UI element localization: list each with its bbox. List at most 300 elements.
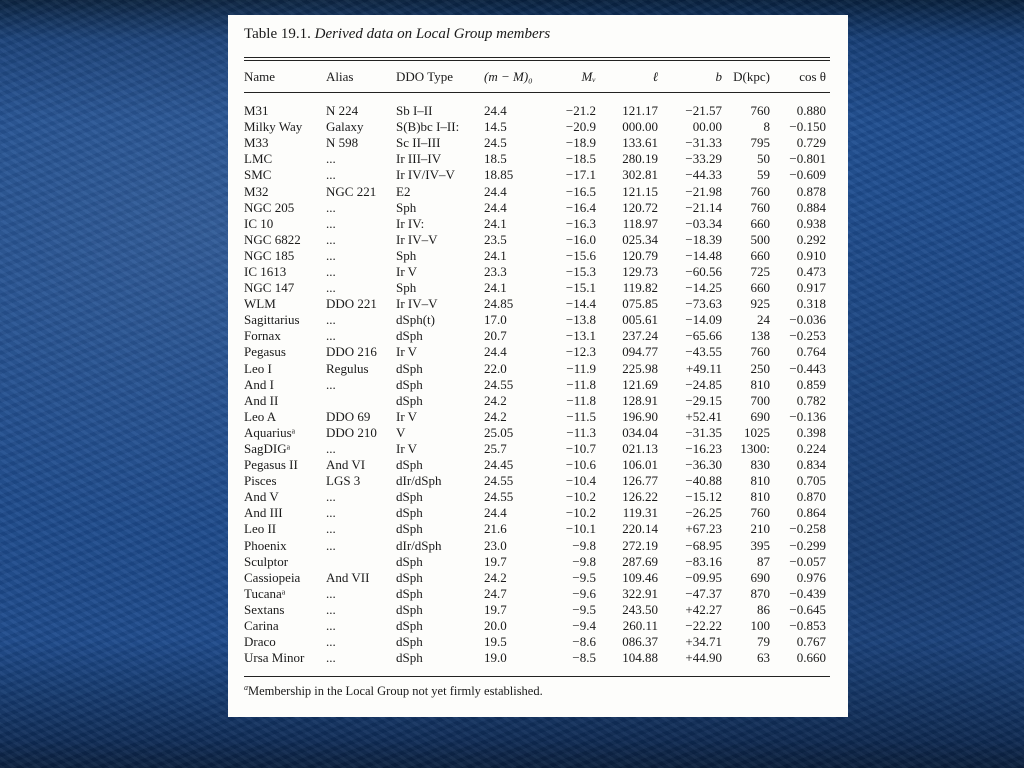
cell-name: Sagittarius — [244, 312, 300, 328]
cell-abs-mag: −17.1 — [565, 167, 596, 183]
cell-name: Sculptor — [244, 553, 289, 569]
cell-ddo-type: dSph — [396, 376, 423, 392]
cell-distance-modulus: 24.4 — [484, 505, 507, 521]
cell-alias: DDO 69 — [326, 408, 371, 424]
cell-abs-mag: −10.4 — [565, 473, 596, 489]
cell-gal-latitude: −22.22 — [685, 618, 722, 634]
table-row — [244, 521, 830, 537]
cell-distance-modulus: 24.4 — [484, 199, 507, 215]
col-header-ddo-type: DDO Type — [396, 69, 453, 84]
table-row — [244, 441, 830, 457]
table-row — [244, 457, 830, 473]
cell-gal-longitude: 126.77 — [622, 473, 658, 489]
cell-gal-latitude: −18.39 — [685, 231, 722, 247]
cell-abs-mag: −10.1 — [565, 521, 596, 537]
table-row — [244, 216, 830, 232]
col-header-name: Name — [244, 69, 276, 84]
cell-alias: LGS 3 — [326, 473, 361, 489]
cell-distance-modulus: 24.4 — [484, 103, 507, 119]
table-row — [244, 296, 830, 312]
table-row — [244, 473, 830, 489]
cell-distance: 50 — [757, 151, 770, 167]
cell-alias: ... — [326, 441, 336, 457]
cell-gal-longitude: 237.24 — [622, 328, 658, 344]
cell-name: Tucanaᵃ — [244, 585, 286, 601]
cell-gal-longitude: 133.61 — [622, 135, 658, 151]
cell-cos-theta: 0.834 — [796, 457, 826, 473]
cell-distance: 8 — [763, 119, 770, 135]
cell-name: NGC 185 — [244, 247, 295, 263]
cell-alias — [326, 393, 396, 409]
cell-alias: ... — [326, 585, 336, 601]
col-header-gal-latitude: b — [715, 69, 722, 84]
cell-abs-mag: −18.9 — [565, 135, 596, 151]
cell-ddo-type: S(B)bc I–II: — [396, 119, 460, 135]
cell-abs-mag: −16.5 — [565, 183, 596, 199]
cell-distance: 700 — [750, 392, 770, 408]
cell-ddo-type: E2 — [396, 183, 411, 199]
cell-distance: 1300: — [740, 441, 770, 457]
cell-distance: 660 — [750, 280, 770, 296]
cell-abs-mag: −12.3 — [565, 344, 596, 360]
cell-alias: ... — [326, 199, 336, 215]
cell-gal-latitude: −09.95 — [685, 569, 722, 585]
cell-alias: ... — [326, 521, 336, 537]
cell-ddo-type: Ir V — [396, 441, 418, 457]
cell-name: Leo A — [244, 408, 277, 424]
footnote — [244, 676, 830, 699]
cell-ddo-type: dSph(t) — [396, 312, 435, 328]
cell-alias: DDO 221 — [326, 296, 377, 312]
cell-cos-theta: −0.801 — [789, 151, 826, 167]
table-row — [244, 393, 830, 409]
cell-alias: ... — [326, 618, 336, 634]
cell-abs-mag: −13.1 — [565, 328, 596, 344]
cell-name: Milky Way — [244, 119, 303, 135]
cell-distance: 87 — [757, 553, 770, 569]
cell-gal-latitude: +49.11 — [685, 360, 722, 376]
cell-ddo-type: Ir V — [396, 263, 418, 279]
cell-name: Leo II — [244, 521, 277, 537]
cell-distance: 830 — [750, 457, 770, 473]
cell-cos-theta: 0.884 — [796, 199, 826, 215]
table-row — [244, 200, 830, 216]
cell-ddo-type: dSph — [396, 457, 423, 473]
cell-abs-mag: −11.8 — [566, 376, 596, 392]
cell-distance: 810 — [750, 489, 770, 505]
cell-distance: 500 — [750, 231, 770, 247]
cell-ddo-type: dSph — [396, 634, 423, 650]
cell-distance: 210 — [750, 521, 770, 537]
cell-alias: ... — [326, 312, 336, 328]
cell-gal-latitude: −33.29 — [685, 151, 722, 167]
cell-name: IC 1613 — [244, 263, 287, 279]
table-row — [244, 361, 830, 377]
cell-gal-longitude: 075.85 — [622, 296, 658, 312]
cell-cos-theta: −0.136 — [789, 408, 826, 424]
cell-distance-modulus: 21.6 — [484, 521, 507, 537]
table-row — [244, 602, 830, 618]
cell-abs-mag: −14.4 — [565, 296, 596, 312]
cell-gal-longitude: 272.19 — [622, 537, 658, 553]
col-header-cos-theta: cos θ — [799, 69, 826, 84]
table-row — [244, 264, 830, 280]
cell-ddo-type: dIr/dSph — [396, 537, 442, 553]
cell-gal-latitude: −43.55 — [685, 344, 722, 360]
cell-gal-latitude: −68.95 — [685, 537, 722, 553]
cell-name: LMC — [244, 151, 273, 167]
cell-distance-modulus: 19.0 — [484, 650, 507, 666]
cell-name: M32 — [244, 183, 269, 199]
cell-alias: N 598 — [326, 135, 359, 151]
cell-gal-longitude: 280.19 — [622, 151, 658, 167]
table-row — [244, 489, 830, 505]
cell-abs-mag: −8.5 — [572, 650, 596, 666]
cell-ddo-type: dSph — [396, 553, 423, 569]
cell-distance: 760 — [750, 183, 770, 199]
header-row — [244, 61, 830, 92]
cell-alias: ... — [326, 650, 336, 666]
table-row — [244, 328, 830, 344]
col-header-gal-longitude: ℓ — [652, 69, 658, 84]
cell-gal-longitude: 121.69 — [622, 376, 658, 392]
cell-abs-mag: −15.6 — [565, 247, 596, 263]
cell-gal-longitude: 128.91 — [622, 392, 658, 408]
cell-distance: 1025 — [744, 424, 770, 440]
cell-ddo-type: Sc II–III — [396, 135, 441, 151]
cell-distance-modulus: 23.3 — [484, 263, 507, 279]
table-body — [244, 103, 830, 666]
cell-cos-theta: −0.258 — [789, 521, 826, 537]
cell-alias: ... — [326, 537, 336, 553]
cell-gal-latitude: −21.57 — [685, 103, 722, 119]
cell-gal-latitude: −21.14 — [685, 199, 722, 215]
cell-ddo-type: Sph — [396, 199, 417, 215]
cell-ddo-type: Sph — [396, 247, 417, 263]
cell-alias: ... — [326, 489, 336, 505]
cell-cos-theta: 0.880 — [796, 103, 826, 119]
cell-distance-modulus: 24.1 — [484, 215, 507, 231]
cell-ddo-type: dSph — [396, 489, 423, 505]
cell-abs-mag: −8.6 — [572, 634, 596, 650]
cell-name: NGC 147 — [244, 280, 295, 296]
cell-alias: And VI — [326, 457, 366, 473]
table-row — [244, 280, 830, 296]
cell-cos-theta: 0.976 — [796, 569, 826, 585]
table-row — [244, 634, 830, 650]
cell-distance-modulus: 23.5 — [484, 231, 507, 247]
cell-distance-modulus: 19.7 — [484, 553, 507, 569]
cell-name: Leo I — [244, 360, 272, 376]
cell-name: Fornax — [244, 328, 281, 344]
cell-alias: DDO 210 — [326, 424, 377, 440]
footnote-text: Membership in the Local Group not yet firmly established. — [248, 684, 543, 699]
cell-alias: Galaxy — [326, 119, 364, 135]
cell-distance: 660 — [750, 215, 770, 231]
cell-name: And I — [244, 376, 274, 392]
cell-gal-longitude: 121.15 — [622, 183, 658, 199]
cell-gal-longitude: 243.50 — [622, 601, 658, 617]
cell-cos-theta: 0.910 — [796, 247, 826, 263]
cell-name: IC 10 — [244, 215, 274, 231]
cell-ddo-type: Ir V — [396, 408, 418, 424]
cell-alias: ... — [326, 376, 336, 392]
cell-cos-theta: −0.645 — [789, 601, 826, 617]
cell-distance: 660 — [750, 247, 770, 263]
cell-cos-theta: 0.864 — [796, 505, 826, 521]
cell-alias: N 224 — [326, 103, 359, 119]
cell-gal-longitude: 322.91 — [622, 585, 658, 601]
cell-name: And III — [244, 505, 283, 521]
cell-gal-latitude: −14.25 — [685, 280, 722, 296]
cell-alias: And VII — [326, 569, 370, 585]
cell-distance-modulus: 24.2 — [484, 569, 507, 585]
cell-distance-modulus: 25.05 — [484, 424, 514, 440]
col-header-abs-mag: Mᵥ — [581, 69, 596, 84]
cell-gal-longitude: 287.69 — [622, 553, 658, 569]
cell-alias: ... — [326, 215, 336, 231]
cell-abs-mag: −20.9 — [565, 119, 596, 135]
cell-ddo-type: dIr/dSph — [396, 473, 442, 489]
cell-cos-theta: −0.853 — [789, 618, 826, 634]
cell-cos-theta: −0.439 — [789, 585, 826, 601]
cell-distance-modulus: 14.5 — [484, 119, 507, 135]
cell-abs-mag: −10.6 — [565, 457, 596, 473]
cell-gal-latitude: −14.48 — [685, 247, 722, 263]
cell-distance-modulus: 18.5 — [484, 151, 507, 167]
cell-abs-mag: −10.7 — [565, 441, 596, 457]
cell-abs-mag: −15.1 — [565, 280, 596, 296]
cell-distance-modulus: 19.7 — [484, 601, 507, 617]
cell-name: WLM — [244, 296, 276, 312]
cell-gal-latitude: −26.25 — [685, 505, 722, 521]
cell-gal-longitude: 126.22 — [622, 489, 658, 505]
cell-abs-mag: −18.5 — [565, 151, 596, 167]
table-row — [244, 538, 830, 554]
cell-cos-theta: −0.057 — [789, 553, 826, 569]
cell-gal-latitude: +44.90 — [685, 650, 722, 666]
cell-gal-latitude: −14.09 — [685, 312, 722, 328]
cell-name: Pegasus II — [244, 457, 298, 473]
cell-alias: NGC 221 — [326, 183, 377, 199]
cell-gal-latitude: −73.63 — [685, 296, 722, 312]
cell-alias: ... — [326, 231, 336, 247]
cell-ddo-type: Ir IV–V — [396, 231, 438, 247]
cell-gal-latitude: −65.66 — [685, 328, 722, 344]
cell-name: NGC 205 — [244, 199, 295, 215]
cell-gal-longitude: 196.90 — [622, 408, 658, 424]
cell-distance-modulus: 20.7 — [484, 328, 507, 344]
cell-alias: Regulus — [326, 360, 369, 376]
cell-gal-longitude: 094.77 — [622, 344, 658, 360]
cell-cos-theta: 0.729 — [796, 135, 826, 151]
cell-ddo-type: Sph — [396, 280, 417, 296]
table-row — [244, 167, 830, 183]
cell-name: Ursa Minor — [244, 650, 305, 666]
cell-gal-longitude: 021.13 — [622, 441, 658, 457]
cell-name: Aquariusᵃ — [244, 424, 296, 440]
cell-ddo-type: dSph — [396, 521, 423, 537]
cell-abs-mag: −16.3 — [565, 215, 596, 231]
cell-gal-latitude: −31.35 — [685, 424, 722, 440]
cell-cos-theta: 0.224 — [796, 441, 826, 457]
cell-gal-longitude: 086.37 — [622, 634, 658, 650]
cell-distance-modulus: 23.0 — [484, 537, 507, 553]
cell-distance-modulus: 20.0 — [484, 618, 507, 634]
table-row — [244, 183, 830, 199]
cell-gal-latitude: −15.12 — [685, 489, 722, 505]
cell-gal-longitude: 025.34 — [622, 231, 658, 247]
cell-gal-longitude: 120.72 — [622, 199, 658, 215]
cell-distance: 870 — [750, 585, 770, 601]
cell-alias: ... — [326, 247, 336, 263]
cell-abs-mag: −10.2 — [565, 505, 596, 521]
cell-distance-modulus: 24.1 — [484, 247, 507, 263]
cell-ddo-type: Ir IV: — [396, 215, 425, 231]
cell-gal-latitude: +67.23 — [685, 521, 722, 537]
cell-gal-longitude: 220.14 — [622, 521, 658, 537]
cell-gal-longitude: 000.00 — [622, 119, 658, 135]
cell-distance: 760 — [750, 505, 770, 521]
cell-abs-mag: −11.3 — [566, 424, 596, 440]
table-row — [244, 103, 830, 119]
cell-ddo-type: dSph — [396, 328, 423, 344]
cell-abs-mag: −9.8 — [572, 553, 596, 569]
cell-ddo-type: dSph — [396, 650, 423, 666]
cell-abs-mag: −11.9 — [566, 360, 596, 376]
table-row — [244, 650, 830, 666]
table-row — [244, 586, 830, 602]
cell-distance-modulus: 24.5 — [484, 135, 507, 151]
cell-distance-modulus: 17.0 — [484, 312, 507, 328]
cell-distance-modulus: 18.85 — [484, 167, 514, 183]
cell-distance-modulus: 25.7 — [484, 441, 507, 457]
cell-name: SagDIGᵃ — [244, 441, 291, 457]
cell-cos-theta: 0.705 — [796, 473, 826, 489]
cell-gal-latitude: +42.27 — [685, 601, 722, 617]
cell-gal-longitude: 121.17 — [622, 103, 658, 119]
cell-cos-theta: 0.878 — [796, 183, 826, 199]
cell-cos-theta: −0.443 — [789, 360, 826, 376]
cell-gal-latitude: −47.37 — [685, 585, 722, 601]
cell-ddo-type: dSph — [396, 392, 423, 408]
cell-distance: 79 — [757, 634, 770, 650]
table-row — [244, 135, 830, 151]
cell-gal-longitude: 302.81 — [622, 167, 658, 183]
cell-name: M31 — [244, 103, 269, 119]
cell-gal-longitude: 260.11 — [622, 618, 658, 634]
cell-gal-latitude: −31.33 — [685, 135, 722, 151]
cell-gal-longitude: 119.31 — [622, 505, 658, 521]
cell-gal-latitude: −24.85 — [685, 376, 722, 392]
cell-distance-modulus: 24.85 — [484, 296, 514, 312]
cell-ddo-type: dSph — [396, 618, 423, 634]
cell-ddo-type: Sb I–II — [396, 103, 433, 119]
cell-gal-longitude: 005.61 — [622, 312, 658, 328]
cell-distance: 810 — [750, 473, 770, 489]
cell-cos-theta: 0.660 — [796, 650, 826, 666]
cell-name: Pisces — [244, 473, 277, 489]
cell-distance: 86 — [757, 601, 770, 617]
cell-abs-mag: −9.6 — [572, 585, 596, 601]
cell-abs-mag: −13.8 — [565, 312, 596, 328]
cell-distance-modulus: 24.1 — [484, 280, 507, 296]
cell-distance: 100 — [750, 618, 770, 634]
cell-name: Sextans — [244, 601, 285, 617]
cell-gal-latitude: −03.34 — [685, 215, 722, 231]
table-row — [244, 425, 830, 441]
cell-cos-theta: 0.767 — [796, 634, 826, 650]
cell-name: Pegasus — [244, 344, 286, 360]
cell-gal-longitude: 120.79 — [622, 247, 658, 263]
cell-ddo-type: dSph — [396, 601, 423, 617]
cell-cos-theta: −0.299 — [789, 537, 826, 553]
table-row — [244, 232, 830, 248]
cell-gal-longitude: 106.01 — [622, 457, 658, 473]
cell-cos-theta: 0.292 — [796, 231, 826, 247]
cell-gal-longitude: 034.04 — [622, 424, 658, 440]
cell-abs-mag: −21.2 — [565, 103, 596, 119]
cell-distance: 925 — [750, 296, 770, 312]
cell-distance-modulus: 24.55 — [484, 376, 514, 392]
cell-gal-latitude: −29.15 — [685, 392, 722, 408]
cell-distance: 795 — [750, 135, 770, 151]
cell-ddo-type: V — [396, 424, 406, 440]
cell-gal-latitude: −40.88 — [685, 473, 722, 489]
col-header-alias: Alias — [326, 69, 354, 84]
cell-ddo-type: Ir IV/IV–V — [396, 167, 455, 183]
cell-gal-longitude: 225.98 — [622, 360, 658, 376]
table-caption — [244, 25, 830, 43]
cell-abs-mag: −11.8 — [566, 392, 596, 408]
cell-distance: 760 — [750, 103, 770, 119]
cell-alias: ... — [326, 634, 336, 650]
cell-cos-theta: −0.150 — [789, 119, 826, 135]
footnote-mark: a — [244, 683, 248, 693]
cell-alias: ... — [326, 505, 336, 521]
cell-ddo-type: Ir V — [396, 344, 418, 360]
cell-name: And V — [244, 489, 279, 505]
cell-ddo-type: dSph — [396, 360, 423, 376]
cell-distance: 725 — [750, 263, 770, 279]
cell-distance-modulus: 24.2 — [484, 392, 507, 408]
cell-distance-modulus: 24.4 — [484, 183, 507, 199]
cell-name: Phoenix — [244, 537, 287, 553]
cell-cos-theta: 0.473 — [796, 263, 826, 279]
cell-ddo-type: Ir IV–V — [396, 296, 438, 312]
cell-distance-modulus: 24.7 — [484, 585, 507, 601]
cell-distance-modulus: 22.0 — [484, 360, 507, 376]
table-page — [228, 15, 848, 717]
cell-distance: 690 — [750, 408, 770, 424]
cell-alias: ... — [326, 601, 336, 617]
cell-cos-theta: 0.782 — [796, 392, 826, 408]
cell-gal-longitude: 109.46 — [622, 569, 658, 585]
cell-abs-mag: −9.5 — [572, 601, 596, 617]
cell-ddo-type: dSph — [396, 505, 423, 521]
table-row — [244, 618, 830, 634]
cell-abs-mag: −9.4 — [572, 618, 596, 634]
cell-distance-modulus: 19.5 — [484, 634, 507, 650]
cell-name: And II — [244, 392, 279, 408]
cell-alias: ... — [326, 151, 336, 167]
table-row — [244, 554, 830, 570]
cell-gal-latitude: +52.41 — [685, 408, 722, 424]
cell-cos-theta: −0.036 — [789, 312, 826, 328]
cell-abs-mag: −16.0 — [565, 231, 596, 247]
table-row — [244, 248, 830, 264]
cell-name: Carina — [244, 618, 279, 634]
